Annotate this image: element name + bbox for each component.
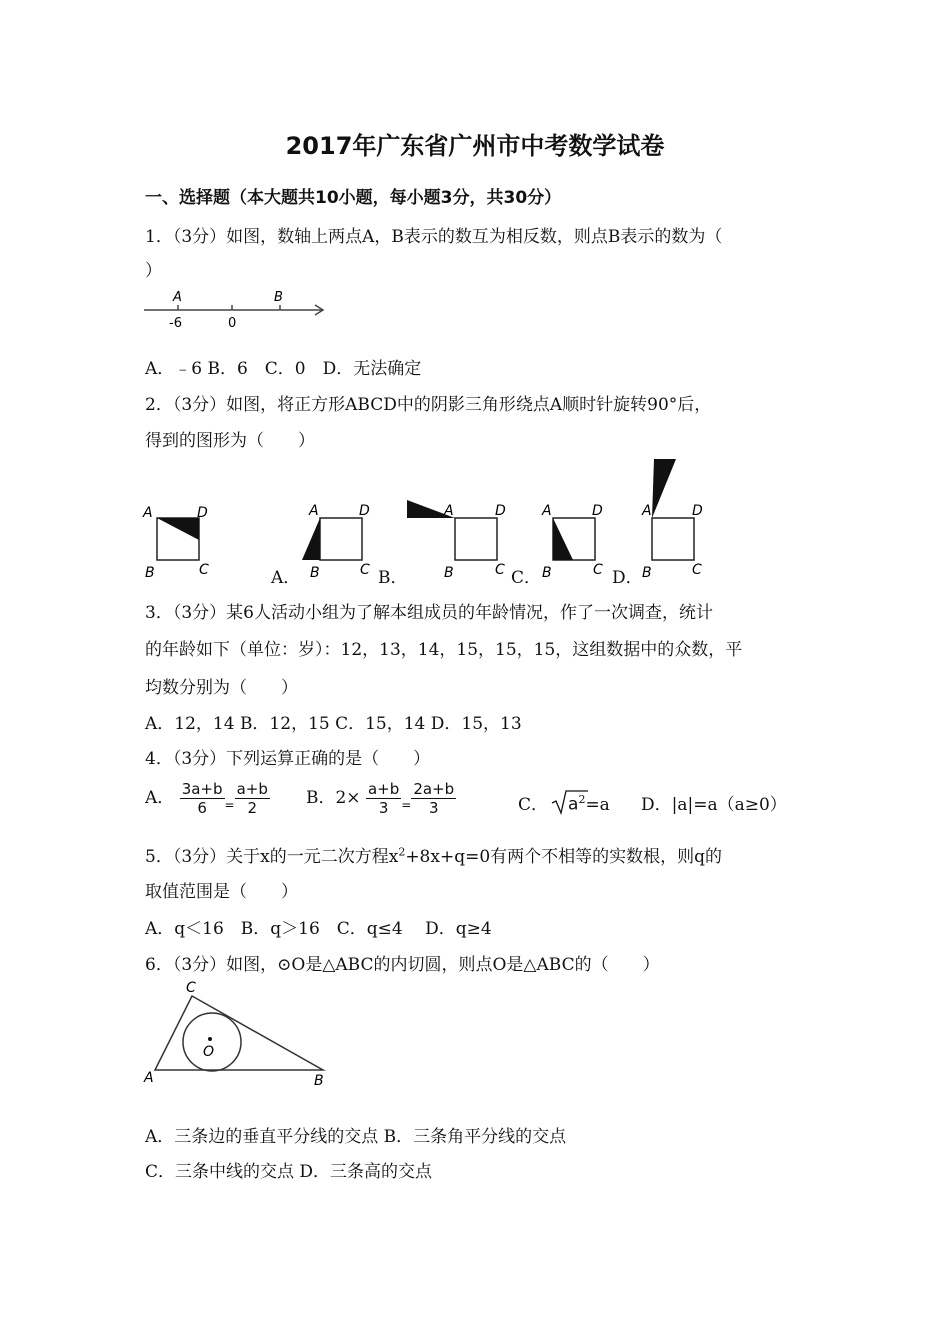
svg-text:B: B [444, 565, 454, 581]
q5-options: A．q＜16 B．q＞16 C．q≤4 D．q≥4 [145, 919, 492, 939]
paper-title: 2017年广东省广州市中考数学试卷 [285, 132, 665, 160]
q2-option-c-figure [535, 500, 615, 580]
q4-option-a: A． $\frac{3a+b}{6}$ $_=$ $\frac{a+b}{2}$ [145, 780, 268, 817]
svg-text:B: B [145, 565, 155, 581]
svg-text:A: A [143, 505, 153, 521]
point-a-label: A [173, 290, 182, 305]
q5-stem: 5．（3分）关于x的一元二次方程$x^2+8x+q=0$有两个不相等的实数根，则q的 [145, 845, 723, 867]
q3-stem-1: 3．（3分）某6人活动小组为了解本组成员的年龄情况，作了一次调查，统计 [145, 603, 713, 623]
q1-options: A．﹣6 B．6 C．0 D．无法确定 [145, 359, 422, 379]
point-b-label: B [274, 290, 283, 305]
svg-text:D: D [197, 505, 208, 521]
svg-text:C: C [593, 562, 603, 578]
q2-original-square [140, 500, 220, 580]
q3-stem-3: 均数分别为（ ） [145, 678, 298, 698]
svg-text:C: C [692, 562, 702, 578]
svg-text:D: D [359, 503, 370, 519]
triangle-label-a: A [144, 1070, 154, 1086]
q2-option-b-figure [400, 494, 520, 580]
q2-option-a: A． [271, 568, 301, 588]
triangle-label-c: C [186, 980, 196, 996]
q2-option-b: B． [378, 568, 408, 588]
svg-text:D: D [495, 503, 506, 519]
svg-text:B: B [642, 565, 652, 581]
tick-zero: 0 [228, 316, 237, 331]
q4-option-c: C． $a^2=a$ [518, 793, 610, 815]
q6-options-1: A．三条边的垂直平分线的交点 B．三条角平分线的交点 [145, 1127, 567, 1147]
incircle-triangle-figure [140, 976, 340, 1091]
incenter-label-o: O [203, 1044, 215, 1060]
q1-stem: 1．（3分）如图，数轴上两点A，B表示的数互为相反数，则点B表示的数为（ [145, 227, 723, 247]
q5-stem-end: 取值范围是（ ） [145, 882, 298, 902]
svg-text:A: A [642, 503, 652, 519]
q6-stem: 6．（3分）如图，⊙O是△ABC的内切圆，则点O是△ABC的（ ） [145, 955, 660, 975]
svg-text:A: A [542, 503, 552, 519]
q6-options-2: C．三条中线的交点 D．三条高的交点 [145, 1162, 433, 1182]
svg-text:B: B [310, 565, 320, 581]
q4-stem: 4．（3分）下列运算正确的是（ ） [145, 749, 431, 769]
svg-text:C: C [360, 562, 370, 578]
q3-stem-2: 的年龄如下（单位：岁）：12，13，14，15，15，15，这组数据中的众数，平 [145, 640, 743, 660]
svg-text:C: C [495, 562, 505, 578]
tick-neg6: -6 [169, 316, 182, 331]
q2-option-c: C． [511, 568, 542, 588]
svg-text:B: B [542, 565, 552, 581]
q2-option-d-figure [640, 456, 720, 580]
svg-text:A: A [309, 503, 319, 519]
q2-option-a-figure [300, 500, 380, 580]
q2-option-d: D． [612, 568, 643, 588]
triangle-label-b: B [314, 1073, 324, 1089]
q2-stem: 2．（3分）如图，将正方形ABCD中的阴影三角形绕点A顺时针旋转90°后， [145, 395, 712, 415]
svg-text:C: C [199, 562, 209, 578]
q2-stem-end: 得到的图形为（ ） [145, 431, 315, 451]
svg-text:D: D [592, 503, 603, 519]
section-heading: 一、选择题（本大题共10小题，每小题3分，共30分） [145, 188, 562, 208]
svg-text:D: D [692, 503, 703, 519]
q4-option-b: B．2× $\frac{a+b}{3}$ $_=$ $\frac{2a+b}{3}$ [306, 780, 455, 817]
q3-options: A．12，14 B．12，15 C．15，14 D．15，13 [145, 714, 522, 734]
q4-option-d: D．|a|=a（a≥0） [641, 795, 787, 815]
number-line-figure [140, 285, 340, 335]
svg-text:A: A [444, 503, 454, 519]
q1-stem-end: ） [145, 261, 162, 281]
